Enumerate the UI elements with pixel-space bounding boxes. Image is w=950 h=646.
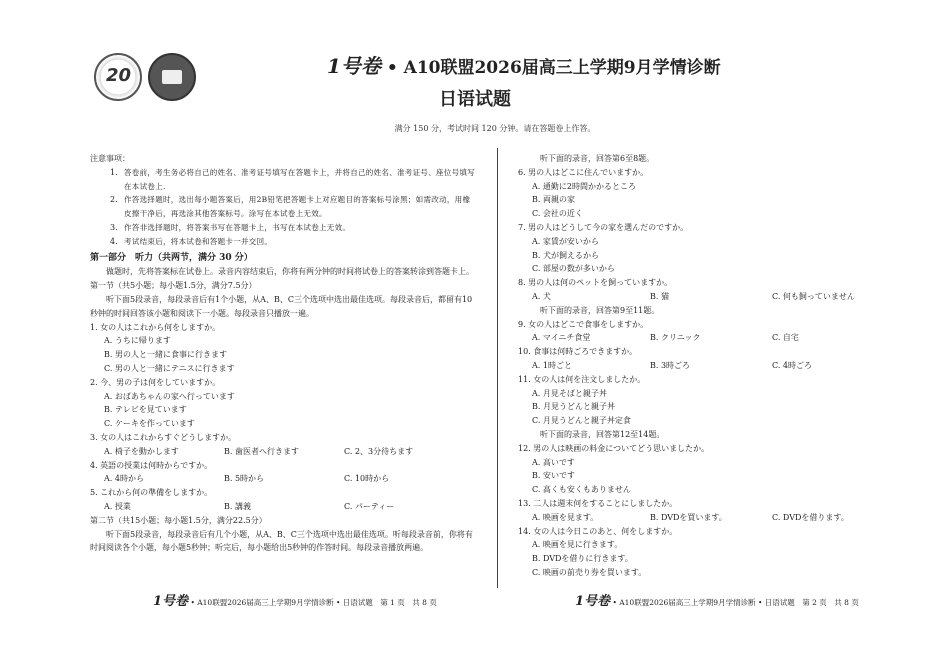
footer-brand-mark: 1号卷 (153, 594, 189, 609)
part1-intro: 做题时，先将答案标在试卷上。录音内容结束后，你将有两分钟的时间将试卷上的答案转涂到答题卡上。 (106, 267, 474, 277)
option: B. 猫 (650, 291, 669, 301)
option: A. 授業 (104, 501, 131, 511)
notice-item: 3. 作答非选择题时，将答案书写在答题卡上，书写在本试卷上无效。 (110, 222, 351, 232)
section1-title: 第一节（共5小题；每小题1.5分，满分7.5分） (90, 281, 257, 291)
option: B. DVDを借りに行きます。 (532, 554, 633, 564)
option: B. テレビを見ています (104, 405, 187, 415)
exam-title: • A10联盟2026届高三上学期9月学情诊断 (386, 58, 721, 78)
notice-item: 2. 作答选择题时，选出每小题答案后，用2B铅笔把答题卡上对应题目的答案标号涂黑；如需改动，用橡皮擦干净后，再选涂其他答案标号。涂写在本试卷上无效。 (110, 195, 471, 219)
option: C. 映画の前売り券を買います。 (532, 567, 647, 577)
option: C. 自宅 (772, 333, 799, 343)
option: A. マイニチ食堂 (532, 333, 591, 343)
option: C. ケーキを作っています (104, 419, 195, 429)
question-6: 6. 男の人はどこに住んでいますか。 A. 通勤に2時間かかるところ B. 両親の家 C. 会社の近く (518, 166, 898, 221)
subject-title: 日语试题 (439, 89, 511, 110)
option: B. DVDを買います。 (650, 512, 727, 522)
footer-brand-mark: 1号卷 (575, 594, 611, 609)
option: B. 5時から (224, 474, 265, 484)
right-column (518, 152, 898, 580)
section1-intro: 听下面5段录音，每段录音后有1个小题，从A、B、C三个选项中选出最佳选项。每段录音后，都留有10秒钟的时间回答该小题和阅读下一小题。每段录音只播放一遍。 (90, 294, 473, 318)
option: B. 安いです (532, 471, 575, 481)
option: C. 4時ごろ (772, 360, 813, 370)
question-8: 8. 男の人は何のペットを飼っていますか。 A. 犬 B. 猫 C. 何も飼っていません (518, 276, 898, 304)
notice-list (90, 166, 475, 249)
section2-title: 第二节（共15小题；每小题1.5分，满分22.5分） (90, 515, 267, 525)
option: B. 男の人と一緒に食事に行きます (104, 350, 227, 360)
question-2: 2. 今、男の子は何をしていますか。 A. おばあちゃんの家へ行っています B. テレビを見ています C. ケーキを作っています (90, 376, 475, 431)
question-3: 3. 女の人はこれからすぐどうしますか。 A. 椅子を動かします B. 歯医者へ行きます C. 2、3分待ちます (90, 431, 475, 459)
option: C. DVDを借ります。 (772, 512, 849, 522)
option: A. 犬 (532, 291, 551, 301)
option: A. 4時から (104, 474, 144, 484)
group-head-12-14: 听下面的录音，回答第12至14题。 (540, 429, 665, 439)
option: C. 男の人と一緒にテニスに行きます (104, 363, 235, 373)
option: B. 両親の家 (532, 195, 575, 205)
left-column (90, 152, 475, 555)
exam-brand-title (327, 50, 721, 79)
question-14: 14. 女の人は今日このあと、何をしますか。 A. 映画を見に行きます。 B. DVDを借りに行きます。 C. 映画の前売り券を買います。 (518, 525, 898, 580)
left-question-list (90, 321, 475, 514)
option: C. 会社の近く (532, 209, 583, 219)
option: C. 部屋の数が多いから (532, 264, 615, 274)
option: B. 3時ごろ (650, 360, 691, 370)
question-4: 4. 英語の授業は何時からですか。 A. 4時から B. 5時から C. 10時から (90, 459, 475, 487)
brand-mark: 1号卷 (327, 54, 381, 78)
group-head-6-8: 听下面的录音，回答第6至8题。 (540, 154, 655, 163)
column-divider (497, 148, 498, 588)
notice-item: 4. 考试结束后，将本试卷和答题卡一并交回。 (110, 236, 273, 246)
question-9: 9. 女の人はどこで食事をしますか。 A. マイニチ食堂 B. クリニック C. 自宅 (518, 318, 898, 346)
option: A. 映画を見ます。 (532, 512, 599, 522)
option: A. 通勤に2時間かかるところ (532, 181, 636, 191)
group-head-9-11: 听下面的录音，回答第9至11题。 (540, 305, 660, 315)
option: C. 10時から (344, 474, 390, 484)
question-11: 11. 女の人は何を注文しましたか。 A. 月見そばと親子丼 B. 月見うどんと親子丼 C. 月見うどんと親子丼定食 (518, 373, 898, 428)
question-10: 10. 食事は何時ごろできますか。 A. 1時ごと B. 3時ごろ C. 4時ごろ (518, 345, 898, 373)
option: A. 月見そばと親子丼 (532, 388, 607, 398)
option: A. 映画を見に行きます。 (532, 540, 623, 550)
option: B. 月見うどんと親子丼 (532, 402, 615, 412)
option: A. うちに帰ります (104, 336, 171, 346)
notice-item: 1. 答卷前，考生务必将自己的姓名、准考证号填写在答题卡上，并将自己的姓名、准考证号、座位号填写在本试卷上. (110, 167, 475, 191)
footer-page-2: 1号卷 • A10联盟2026届高三上学期9月学情诊断 • 日语试题 第 2 页 共 8 页 (575, 594, 859, 609)
option: C. 高くも安くもありません (532, 485, 631, 495)
exam-meta: 满分 150 分，考试时间 120 分钟。请在答题卷上作答。 (394, 124, 596, 133)
option: B. クリニック (650, 333, 701, 343)
option: C. 何も飼っていません (772, 291, 855, 301)
option: A. 高いです (532, 457, 575, 467)
section2-intro: 听下面5段录音，每段录音后有几个小题，从A、B、C三个选项中选出最佳选项。听每段录音前，你将有时间阅读各个小题，每小题5秒钟；听完后，每小题给出5秒钟的作答时间。每段录音播放两遍。 (90, 529, 473, 553)
question-13: 13. 二人は週末何をすることにしましたか。 A. 映画を見ます。 B. DVDを買います。 C. DVDを借ります。 (518, 497, 898, 525)
notice-title: 注意事项： (90, 154, 130, 163)
option: B. 歯医者へ行きます (224, 446, 299, 456)
option: C. 月見うどんと親子丼定食 (532, 416, 631, 426)
question-7: 7. 男の人はどうして今の家を選んだのですか。 A. 家賃が安いから B. 犬が飼えるから C. 部屋の数が多いから (518, 221, 898, 276)
option: A. 家賃が安いから (532, 236, 599, 246)
option: C. 2、3分待ちます (344, 446, 414, 456)
option: A. おばあちゃんの家へ行っています (104, 391, 235, 401)
option: B. 講義 (224, 501, 251, 511)
question-1: 1. 女の人はこれから何をしますか。 A. うちに帰ります B. 男の人と一緒に食事に行きます C. 男の人と一緒にテニスに行きます (90, 321, 475, 376)
part1-title: 第一部分 听力（共两节，满分 30 分） (90, 252, 253, 263)
question-5: 5. これから何の準備をしますか。 A. 授業 B. 講義 C. パーティー (90, 486, 475, 514)
option: B. 犬が飼えるから (532, 250, 599, 260)
option: A. 1時ごと (532, 360, 572, 370)
footer-page-1: 1号卷 • A10联盟2026届高三上学期9月学情诊断 • 日语试题 第 1 页 共 8 页 (153, 594, 437, 609)
question-12: 12. 男の人は映画の料金についてどう思いましたか。 A. 高いです B. 安いです C. 高くも安くもありません (518, 442, 898, 497)
option: C. パーティー (344, 501, 395, 511)
option: A. 椅子を動かします (104, 446, 179, 456)
school-seal-logo: 20 (94, 53, 142, 101)
